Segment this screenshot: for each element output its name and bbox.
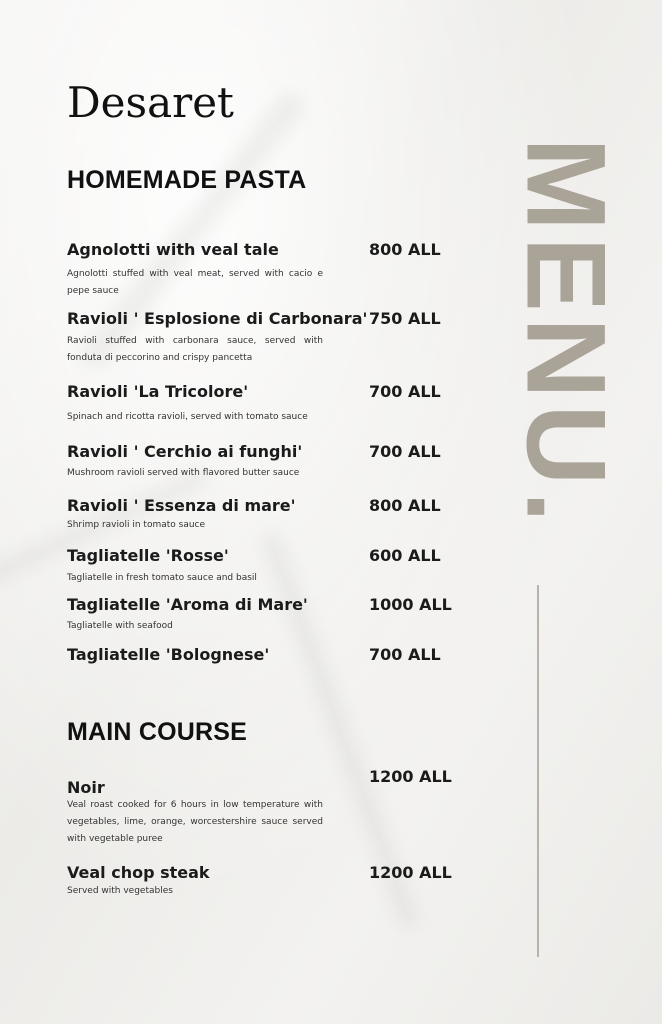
item-description: Shrimp ravioli in tomato sauce: [67, 520, 206, 530]
item-price: 700 ALL: [369, 382, 441, 401]
item-price: 1200 ALL: [369, 863, 452, 882]
leaf-shadow: [78, 88, 308, 372]
item-price: 1200 ALL: [369, 767, 452, 786]
item-name: Tagliatelle 'Rosse': [67, 546, 229, 565]
item-price: 700 ALL: [369, 645, 441, 664]
item-price: 1000 ALL: [369, 595, 452, 614]
item-price: 700 ALL: [369, 442, 441, 461]
item-name: Tagliatelle 'Aroma di Mare': [67, 595, 308, 614]
vertical-menu-title: [503, 108, 629, 558]
item-name: Tagliatelle 'Bolognese': [67, 645, 270, 664]
item-description: Tagliatelle in fresh tomato sauce and basil: [67, 573, 257, 583]
item-description: Spinach and ricotta ravioli, served with tomato sauce: [67, 412, 308, 422]
item-description: Mushroom ravioli served with flavored butter sauce: [67, 468, 300, 478]
vertical-divider: [537, 585, 539, 957]
item-name: Agnolotti with veal tale: [67, 240, 279, 259]
item-name: Noir: [67, 778, 105, 797]
item-description: Agnolotti stuffed with veal meat, served with cacio e pepe sauce: [67, 269, 323, 296]
item-description: Tagliatelle with seafood: [67, 621, 173, 631]
item-price: 800 ALL: [369, 240, 441, 259]
item-price: 800 ALL: [369, 496, 441, 515]
item-name: Ravioli ' Esplosione di Carbonara': [67, 309, 368, 328]
vertical-menu-text: MENU.: [503, 137, 629, 529]
item-price: 750 ALL: [369, 309, 441, 328]
item-price: 600 ALL: [369, 546, 441, 565]
item-name: Ravioli ' Essenza di mare': [67, 496, 296, 515]
item-description: Served with vegetables: [67, 886, 173, 896]
item-description: Ravioli stuffed with carbonara sauce, served with fonduta di peccorino and crispy pancetta: [67, 336, 323, 363]
section-title-main-course: MAIN COURSE: [67, 718, 247, 746]
item-name: Ravioli 'La Tricolore': [67, 382, 249, 401]
restaurant-name: Desaret: [67, 78, 234, 127]
item-description: Veal roast cooked for 6 hours in low temperature with vegetables, lime, orange, worcestershire sauce served with vegetable puree: [67, 800, 323, 844]
item-name: Veal chop steak: [67, 863, 210, 882]
section-title-homemade-pasta: HOMEMADE PASTA: [67, 166, 307, 194]
item-name: Ravioli ' Cerchio ai funghi': [67, 442, 303, 461]
